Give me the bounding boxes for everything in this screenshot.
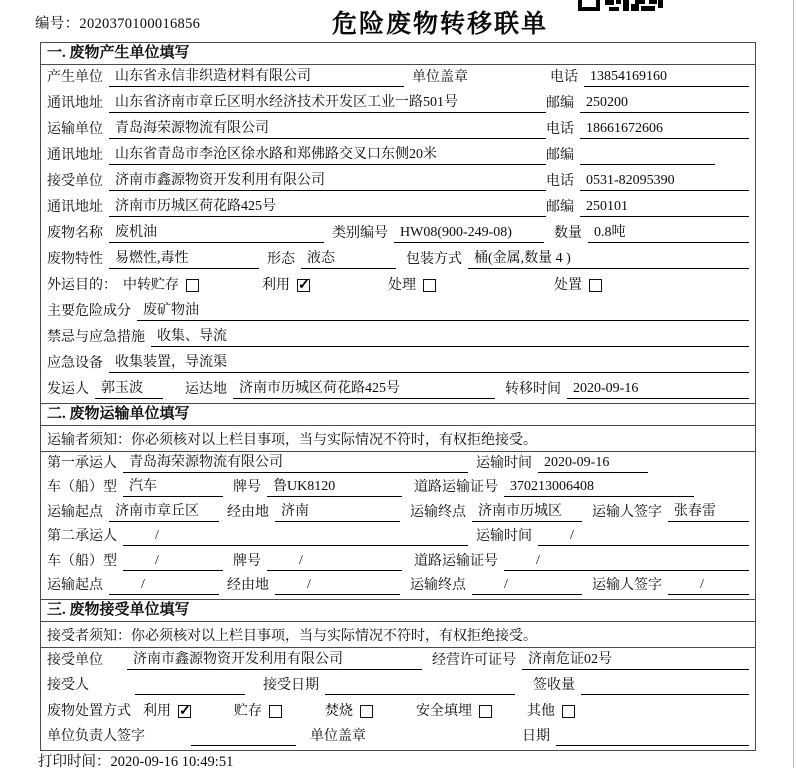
carrier2-vehicle-value: /: [123, 551, 223, 571]
state-value: 液态: [301, 249, 396, 269]
purpose-option-label: 处理: [388, 278, 416, 293]
row-head-signature: [41, 725, 755, 751]
vehicle-type-label: 车（船）型: [47, 553, 117, 569]
carrier1-permit-value: 370213006408: [504, 477, 694, 497]
row-carrier1: [41, 452, 755, 477]
receiver-label: 接受单位: [47, 174, 103, 189]
producer-label: 产生单位: [47, 70, 103, 85]
accepting-unit-label: 接受单位: [47, 652, 103, 668]
row-accepting-unit: [41, 648, 755, 674]
trait-value: 易燃性,毒性: [109, 249, 259, 269]
zip-label: 邮编: [546, 96, 574, 111]
accept-date-value: [325, 675, 515, 695]
carrier2-sign-value: /: [668, 575, 749, 595]
row-emergency-measures: [41, 325, 755, 351]
recipient-label: 接受人: [47, 678, 89, 693]
transfer-time-value: 2020-09-16: [567, 379, 749, 399]
section1-heading: 一. 废物产生单位填写: [41, 43, 755, 65]
disposal-option-incinerate: [325, 702, 373, 721]
hazard-label: 主要危险成分: [47, 304, 131, 319]
disposal-option-label: 安全填埋: [416, 703, 472, 719]
purpose-option-label: 利用: [262, 278, 290, 293]
origin-label: 运输起点: [47, 578, 103, 593]
unit-seal-label: 单位盖章: [412, 70, 468, 85]
carrier-sign-label: 运输人签字: [592, 578, 662, 593]
carrier2-origin-value: /: [109, 575, 219, 595]
carrier2-value: /: [123, 526, 468, 546]
origin-label: 运输起点: [47, 504, 103, 520]
carrier2-via-value: /: [275, 575, 400, 595]
page-title: 危险废物转移联单: [332, 11, 549, 38]
checkbox-icon: [360, 705, 373, 718]
purpose-label: 外运目的：: [47, 278, 117, 293]
shipper-label: 发运人: [47, 382, 89, 397]
state-label: 形态: [267, 252, 295, 267]
hazard-value: 废矿物油: [137, 301, 749, 321]
plate-label: 牌号: [233, 553, 261, 569]
row-hazard-component: [41, 299, 755, 325]
receiver-address-value: 济南市历城区荷花路425号: [109, 197, 546, 217]
disposal-method-label: 废物处置方式: [47, 703, 131, 719]
print-time-value: 2020-09-16 10:49:51: [110, 754, 234, 768]
head-signature-label: 单位负责人签字: [47, 729, 145, 744]
row-carrier2: [41, 526, 755, 551]
accepting-unit-value: 济南市鑫源物资开发利用有限公司: [127, 650, 422, 670]
row-shipper: [41, 377, 755, 403]
row-waste-trait: [41, 247, 755, 273]
row-waste-name: [41, 221, 755, 247]
row-transporter-address: [41, 143, 755, 169]
disposal-option-utilize: [143, 702, 191, 721]
producer-phone-value: 13854169160: [584, 67, 749, 87]
disposal-option-other: [527, 702, 575, 721]
checkbox-icon: [562, 705, 575, 718]
date-label: 日期: [522, 729, 550, 744]
carrier1-time-value: 2020-09-16: [538, 453, 648, 473]
disposal-option-label: 焚烧: [325, 703, 353, 719]
address-label: 通讯地址: [47, 200, 103, 215]
purpose-option-label: 处置: [554, 278, 582, 293]
carrier1-sign-value: 张春雷: [668, 502, 749, 522]
carrier-sign-label: 运输人签字: [592, 504, 662, 520]
row-producer-address: [41, 91, 755, 117]
waste-name-value: 废机油: [109, 223, 324, 243]
checkbox-checked-icon: [178, 705, 191, 718]
row-transporter: [41, 117, 755, 143]
transporter-phone-value: 18661672606: [580, 119, 749, 139]
print-time-label: 打印时间：: [38, 754, 111, 768]
doc-number-value: 2020370100016856: [79, 16, 201, 32]
section2-heading: 二. 废物运输单位填写: [41, 404, 755, 426]
quantity-value: 0.8吨: [588, 223, 749, 243]
row-carrier1-route: [41, 501, 755, 526]
receiver-notice-text: 接受者须知：你必须核对以上栏目事项，当与实际情况不符时，有权拒绝接受。: [47, 628, 537, 644]
road-permit-label: 道路运输证号: [414, 480, 498, 495]
row-carrier1-vehicle: [41, 477, 755, 502]
disposal-option-label: 其他: [527, 703, 555, 719]
transport-time-label: 运输时间: [476, 529, 532, 544]
head-signature-value: [191, 726, 296, 746]
row-receiver: [41, 169, 755, 195]
purpose-option-label: 中转贮存: [123, 278, 179, 293]
transfer-time-label: 转移时间: [505, 382, 561, 397]
checkbox-icon: [423, 279, 436, 292]
measures-label: 禁忌与应急措施: [47, 330, 145, 345]
license-label: 经营许可证号: [432, 652, 516, 668]
road-permit-label: 道路运输证号: [414, 553, 498, 569]
carrier2-label: 第二承运人: [47, 529, 117, 544]
row-producer: [41, 65, 755, 91]
transporter-notice-text: 运输者须知：你必须核对以上栏目事项，当与实际情况不符时，有权拒绝接受。: [47, 432, 537, 448]
license-value: 济南危证02号: [522, 650, 749, 670]
section3-heading: 三. 废物接受单位填写: [41, 600, 755, 622]
producer-address-value: 山东省济南市章丘区明水经济技术开发区工业一路501号: [109, 93, 546, 113]
carrier1-end-value: 济南市历城区: [472, 502, 582, 522]
transporter-value: 青岛海荣源物流有限公司: [109, 119, 546, 139]
purpose-option-storage: [123, 276, 199, 295]
carrier1-origin-value: 济南市章丘区: [109, 502, 219, 522]
purpose-option-treat: [388, 276, 436, 295]
receiver-zip-value: 250101: [580, 197, 749, 217]
section-transporter: [41, 403, 755, 599]
row-receiver-address: [41, 195, 755, 221]
manifest-form: [40, 42, 756, 751]
recipient-value: [135, 675, 245, 695]
destination-value: 济南市历城区荷花路425号: [233, 379, 495, 399]
equipment-value: 收集装置，导流渠: [109, 353, 749, 373]
zip-label: 邮编: [546, 200, 574, 215]
receiver-phone-value: 0531-82095390: [580, 171, 749, 191]
receiver-value: 济南市鑫源物资开发利用有限公司: [109, 171, 546, 191]
transporter-address-value: 山东省青岛市李沧区徐水路和郑佛路交叉口东侧20米: [109, 145, 546, 165]
via-label: 经由地: [227, 578, 269, 593]
quantity-label: 数量: [554, 226, 582, 241]
phone-label: 电话: [550, 70, 578, 85]
via-label: 经由地: [227, 504, 269, 520]
plate-label: 牌号: [233, 480, 261, 495]
carrier1-via-value: 济南: [275, 502, 400, 522]
checkbox-checked-icon: [297, 279, 310, 292]
phone-label: 电话: [546, 122, 574, 137]
phone-label: 电话: [546, 174, 574, 189]
address-label: 通讯地址: [47, 148, 103, 163]
category-value: HW08(900-249-08): [394, 223, 544, 243]
checkbox-icon: [589, 279, 602, 292]
carrier1-plate-value: 鲁UK8120: [267, 477, 402, 497]
carrier1-label: 第一承运人: [47, 455, 117, 471]
producer-value: 山东省永信非织造材料有限公司: [109, 67, 404, 87]
carrier2-plate-value: /: [267, 551, 402, 571]
seal-date-value: [556, 726, 749, 746]
row-carrier2-vehicle: [41, 550, 755, 575]
transport-time-label: 运输时间: [476, 455, 532, 471]
trait-label: 废物特性: [47, 252, 103, 267]
disposal-option-label: 利用: [143, 703, 171, 719]
qr-code-fragment-icon: [578, 0, 663, 11]
row-recipient: [41, 674, 755, 700]
carrier2-end-value: /: [472, 575, 582, 595]
checkbox-icon: [269, 705, 282, 718]
measures-value: 收集、导流: [151, 327, 749, 347]
doc-number: [35, 12, 200, 33]
document-header: [0, 0, 796, 42]
endpoint-label: 运输终点: [410, 578, 466, 593]
producer-zip-value: 250200: [580, 93, 749, 113]
received-amount-value: [581, 675, 749, 695]
section-receiver: [41, 599, 755, 750]
carrier1-value: 青岛海荣源物流有限公司: [123, 453, 468, 473]
checkbox-icon: [186, 279, 199, 292]
zip-label: 邮编: [546, 148, 574, 163]
print-time: [38, 750, 233, 768]
carrier1-vehicle-value: 汽车: [123, 477, 223, 497]
unit-seal-label: 单位盖章: [310, 729, 366, 744]
waste-name-label: 废物名称: [47, 226, 103, 241]
purpose-option-utilize: [262, 276, 310, 295]
row-disposal-method: [41, 699, 755, 725]
vehicle-type-label: 车（船）型: [47, 480, 117, 495]
carrier2-time-value: /: [538, 526, 749, 546]
disposal-option-label: 贮存: [234, 703, 262, 719]
disposal-option-store: [234, 702, 282, 721]
shipper-value: 郭玉波: [95, 379, 163, 399]
carrier2-permit-value: /: [504, 551, 749, 571]
transporter-notice: [41, 426, 755, 452]
transporter-zip-value: [580, 145, 715, 165]
section-producer: [41, 43, 755, 403]
packing-value: 桶(金属,数量 4 ): [468, 249, 749, 269]
row-transfer-purpose: [41, 273, 755, 299]
received-amount-label: 签收量: [533, 678, 575, 693]
disposal-option-landfill: [416, 702, 492, 721]
checkbox-icon: [479, 705, 492, 718]
accept-date-label: 接受日期: [263, 678, 319, 693]
endpoint-label: 运输终点: [410, 504, 466, 520]
row-emergency-equipment: [41, 351, 755, 377]
packing-label: 包装方式: [406, 252, 462, 267]
equipment-label: 应急设备: [47, 356, 103, 371]
destination-label: 运达地: [185, 382, 227, 397]
receiver-notice: [41, 622, 755, 648]
doc-number-label: 编号：: [35, 16, 80, 32]
transporter-label: 运输单位: [47, 122, 103, 137]
address-label: 通讯地址: [47, 96, 103, 111]
category-label: 类别编号: [332, 226, 388, 241]
row-carrier2-route: [41, 575, 755, 600]
purpose-option-dispose: [554, 276, 602, 295]
